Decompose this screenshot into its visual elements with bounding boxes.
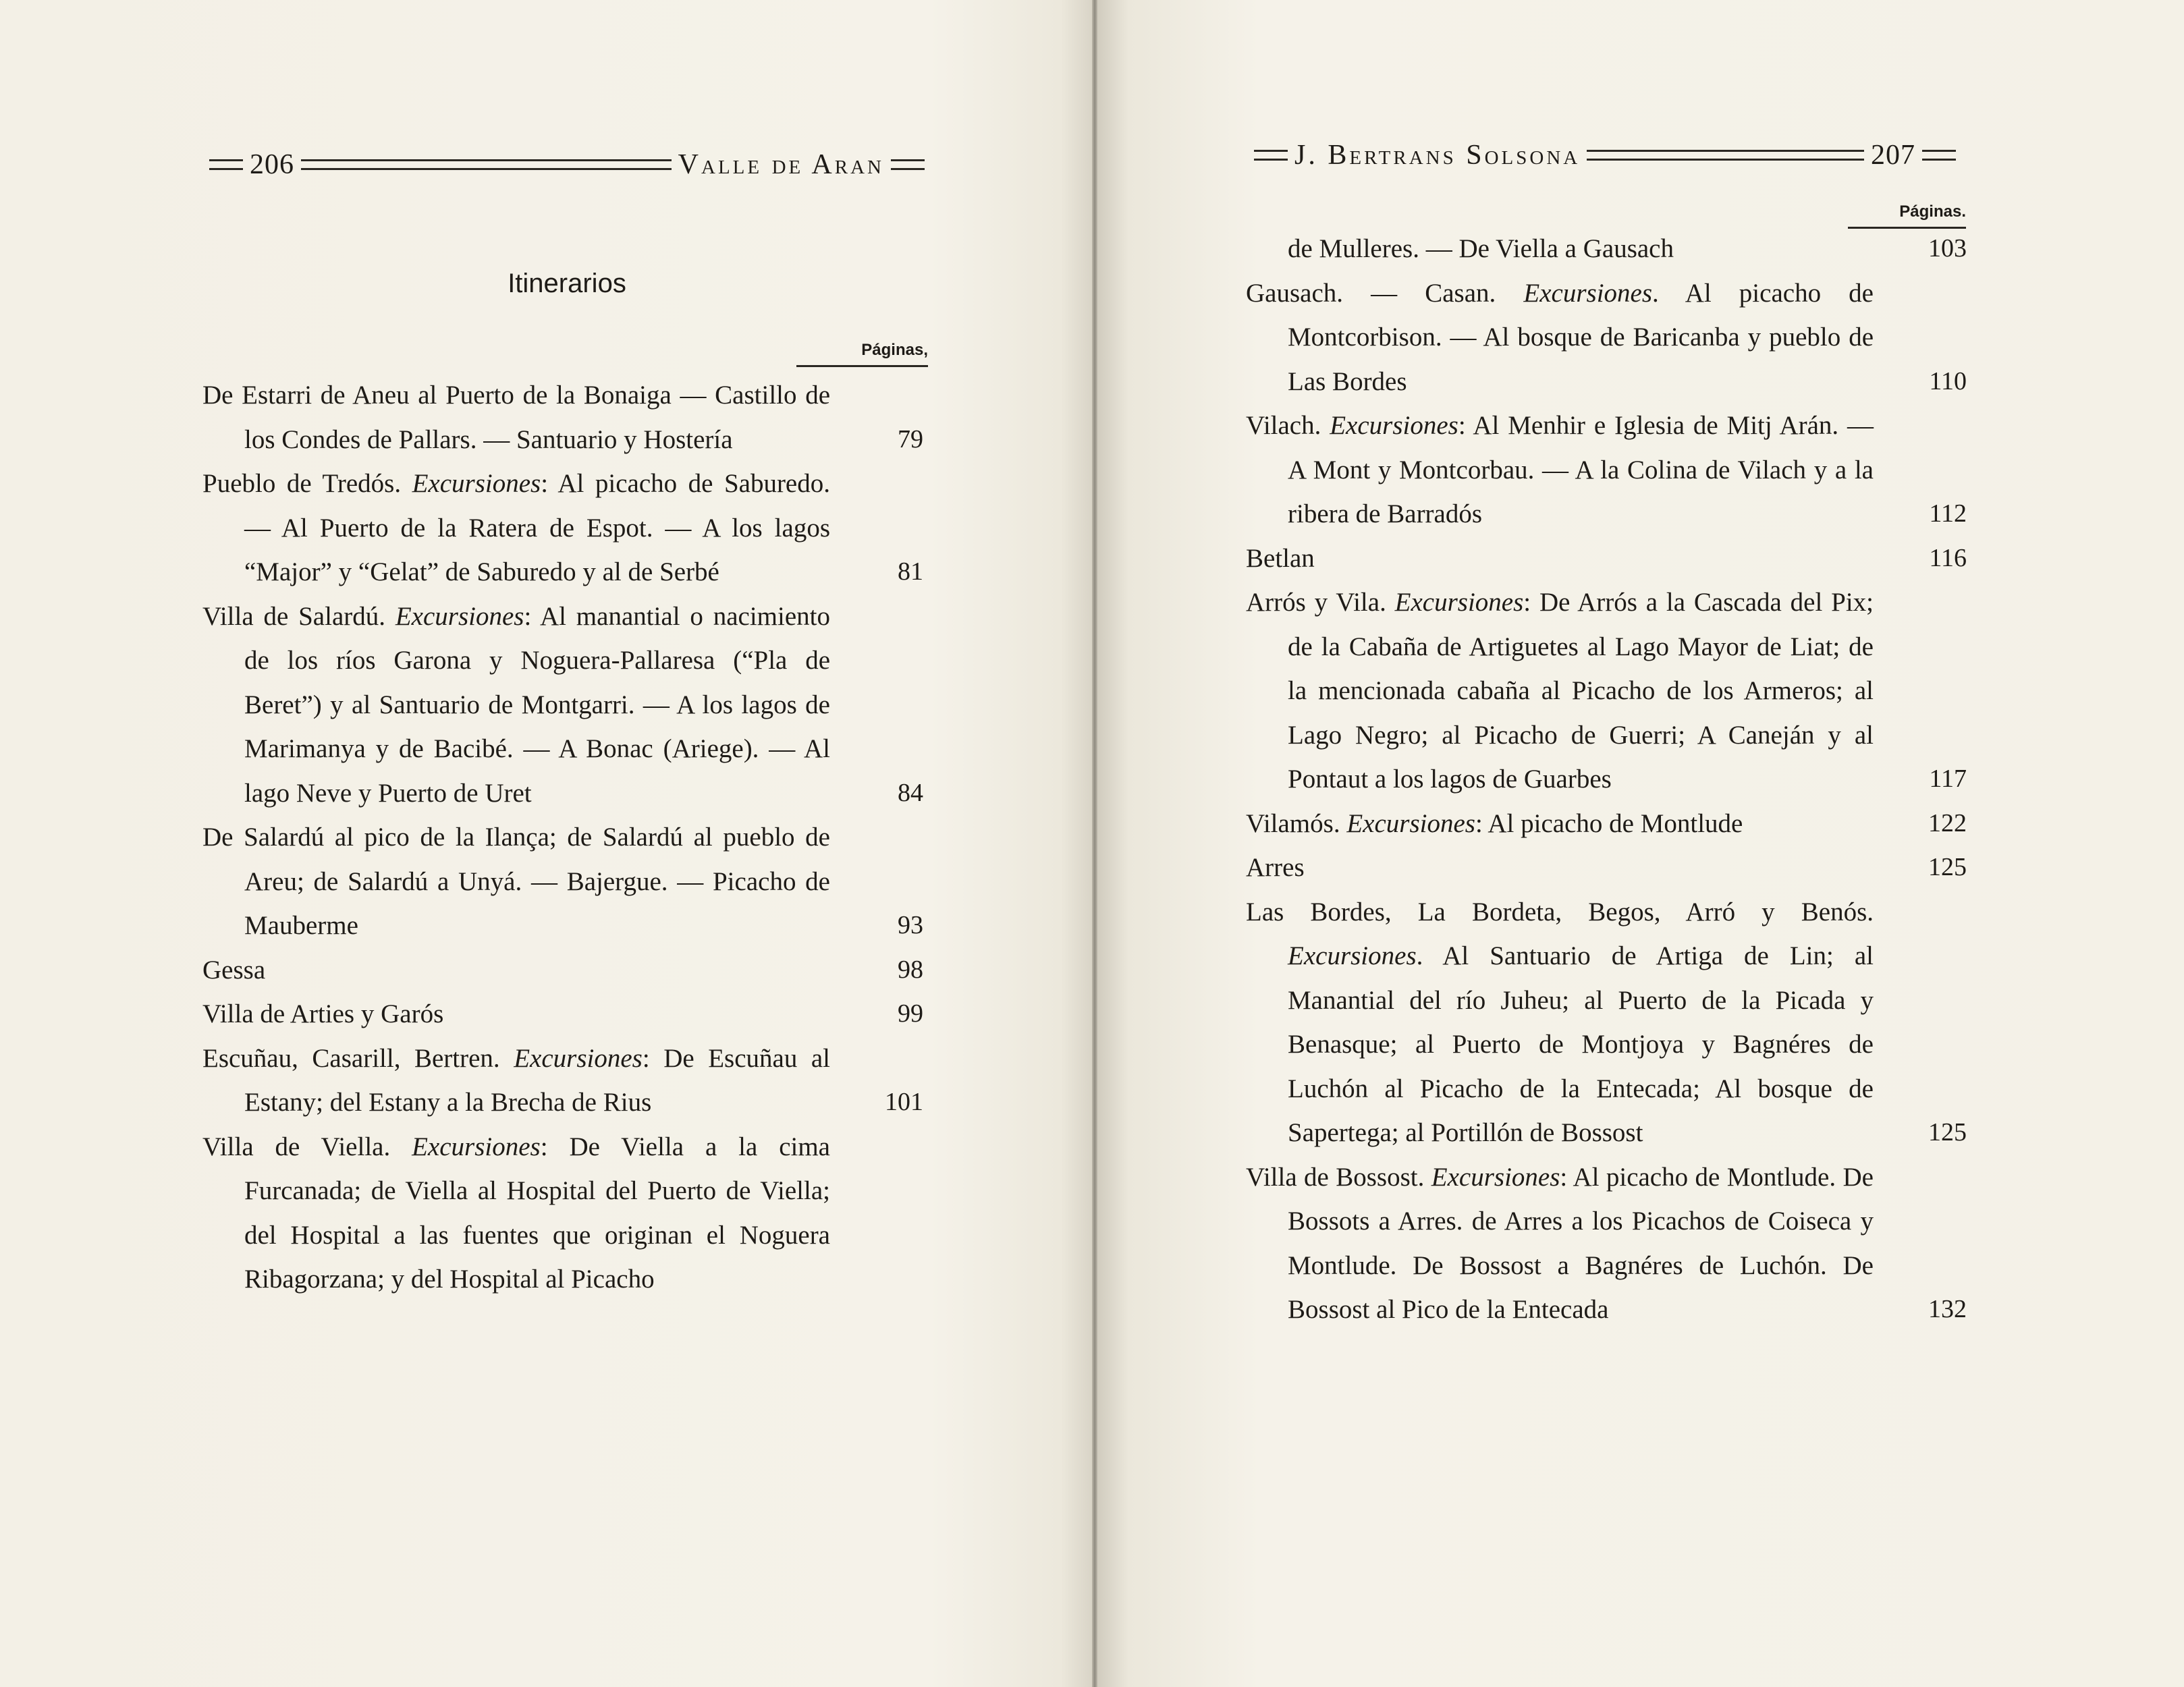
entry-text: de Mulleres. — De Viella a Gausach xyxy=(1288,234,1674,263)
index-entry xyxy=(1246,536,1975,581)
head-rule xyxy=(209,159,243,170)
index-entry xyxy=(202,462,931,594)
index-entry xyxy=(1246,227,1975,271)
head-rule xyxy=(1587,150,1864,161)
entry-page-number: 84 xyxy=(898,778,923,807)
entry-page-number: 81 xyxy=(898,557,923,586)
entry-text: Gausach. — Casan. xyxy=(1246,278,1524,308)
right-column-header: Páginas. xyxy=(1848,202,1966,229)
entry-page-number: 79 xyxy=(898,424,923,453)
entry-page-number: 122 xyxy=(1928,808,1967,837)
entry-text: : Al picacho de Saburedo. — Al Puerto de la Ratera de Espot. — A los lagos “Major” y “Gelat” de Saburedo y al de Serbé xyxy=(244,469,830,586)
index-entry xyxy=(1246,1155,1975,1332)
entry-page-number: 101 xyxy=(885,1088,923,1116)
head-rule xyxy=(1922,150,1956,161)
entry-page-number: 132 xyxy=(1928,1295,1967,1323)
entry-text: Villa de Viella. xyxy=(202,1132,412,1161)
left-running-head xyxy=(202,148,931,181)
index-entry xyxy=(202,992,931,1036)
entry-text: : De Arrós a la Cascada del Pix; de la Cabaña de Artiguetes al Lago Mayor de Liat; de la mencionada cabaña al Picacho de los Armeros; al Lago Negro; al Picacho de Guerri; A Caneján y al Pontaut a los lagos de Guarbes xyxy=(1288,588,1874,794)
entry-text: : Al manantial o nacimiento de los ríos Garona y Noguera-Pallaresa (“Pla de Beret”) y al Santuario de Montgarri. — A los lagos de Marimanya y de Bacibé. — A Bonac (Ariege). — Al lago Neve y Puerto de Uret xyxy=(244,601,830,808)
entry-text: Villa de Arties y Garós xyxy=(202,999,444,1028)
entry-text: Gessa xyxy=(202,955,266,985)
entry-text: De Estarri de Aneu al Puerto de la Bonaiga — Castillo de los Condes de Pallars. — Santuario y Hostería xyxy=(202,381,830,454)
index-entry xyxy=(202,1036,931,1125)
entry-page-number: 93 xyxy=(898,911,923,939)
entry-text: Vilamós. xyxy=(1246,808,1347,838)
entry-text: Betlan xyxy=(1246,543,1315,573)
entry-text: : De Viella a la cima Furcanada; de Viella al Hospital del Puerto de Viella; del Hospital a las fuentes que originan el Noguera Ribagorzana; y del Hospital al Picacho xyxy=(244,1132,830,1294)
entry-text: Villa de Bossost. xyxy=(1246,1162,1431,1192)
entry-text: . Al Santuario de Artiga de Lin; al Manantial del río Juheu; al Puerto de la Picada y Benasque; al Puerto de Montjoya y Bagnéres de Luchón al Picacho de la Entecada; Al bosque de Sapertega; al Portillón de Bossost xyxy=(1288,941,1874,1147)
entry-italic-text: Excursiones xyxy=(1431,1162,1560,1192)
entry-page-number: 99 xyxy=(898,999,923,1028)
entry-italic-text: Excursiones xyxy=(514,1043,643,1073)
entry-italic-text: Excursiones xyxy=(1288,941,1417,970)
right-running-title: J. Bertrans Solsona xyxy=(1294,140,1581,171)
index-entry xyxy=(1246,890,1975,1155)
head-rule xyxy=(301,159,672,170)
entry-page-number: 116 xyxy=(1929,543,1967,572)
entry-page-number: 98 xyxy=(898,955,923,984)
entry-text: Vilach. xyxy=(1246,411,1330,440)
index-entry xyxy=(202,815,931,948)
entry-italic-text: Excursiones xyxy=(412,469,541,498)
entry-italic-text: Excursiones xyxy=(1394,588,1524,617)
entry-text: De Salardú al pico de la Ilança; de Salardú al pueblo de Areu; de Salardú a Unyá. — Bajergue. — Picacho de Mauberme xyxy=(202,823,830,940)
entry-text: : Al Menhir e Iglesia de Mitj Arán. — A Mont y Montcorbau. — A la Colina de Vilach y a la ribera de Barradós xyxy=(1288,411,1874,528)
entry-text: : Al picacho de Montlude xyxy=(1475,808,1743,838)
entry-page-number: 103 xyxy=(1928,234,1967,262)
entry-text: : Al picacho de Montlude. De Bossots a Arres. de Arres a los Picachos de Coiseca y Montlude. De Bossost a Bagnéres de Luchón. De Bossost al Pico de la Entecada xyxy=(1288,1162,1874,1324)
index-entry xyxy=(202,948,931,993)
entry-page-number: 112 xyxy=(1929,499,1967,528)
entry-italic-text: Excursiones xyxy=(1523,278,1653,308)
index-entry xyxy=(1246,271,1975,404)
entry-text: Las Bordes, La Bordeta, Begos, Arró y Benós. xyxy=(1246,897,1874,927)
right-index-list xyxy=(1246,227,1975,1332)
entry-page-number: 110 xyxy=(1929,366,1967,395)
entry-text: . Al picacho de Montcorbison. — Al bosque de Baricanba y pueblo de Las Bordes xyxy=(1288,278,1874,396)
index-entry xyxy=(202,373,931,462)
left-page-number: 206 xyxy=(250,149,294,180)
left-column-header: Páginas, xyxy=(796,341,928,367)
index-entry xyxy=(202,594,931,816)
section-title: Itinerarios xyxy=(508,269,626,298)
entry-text: Escuñau, Casarill, Bertren. xyxy=(202,1043,514,1073)
book-gutter xyxy=(1092,0,1097,1687)
entry-italic-text: Excursiones xyxy=(412,1132,541,1161)
index-entry xyxy=(1246,404,1975,536)
entry-italic-text: Excursiones xyxy=(1346,808,1475,838)
index-entry xyxy=(202,1125,931,1302)
left-running-title: Valle de Aran xyxy=(678,149,884,180)
entry-text: Arres xyxy=(1246,853,1305,882)
index-entry xyxy=(1246,580,1975,802)
entry-page-number: 125 xyxy=(1928,1118,1967,1146)
right-page-number: 207 xyxy=(1871,140,1915,171)
entry-text: Villa de Salardú. xyxy=(202,601,395,631)
entry-page-number: 117 xyxy=(1929,765,1967,793)
head-rule xyxy=(891,159,925,170)
right-running-head xyxy=(1247,139,1963,171)
entry-italic-text: Excursiones xyxy=(395,601,524,631)
entry-text: Pueblo de Tredós. xyxy=(202,469,412,498)
left-index-list xyxy=(202,373,931,1302)
entry-text: Arrós y Vila. xyxy=(1246,588,1395,617)
entry-page-number: 125 xyxy=(1928,853,1967,881)
entry-italic-text: Excursiones xyxy=(1330,411,1458,440)
index-entry xyxy=(1246,802,1975,846)
head-rule xyxy=(1254,150,1288,161)
entry-text: : De Escuñau al Estany; del Estany a la Brecha de Rius xyxy=(244,1043,830,1117)
index-entry xyxy=(1246,846,1975,890)
